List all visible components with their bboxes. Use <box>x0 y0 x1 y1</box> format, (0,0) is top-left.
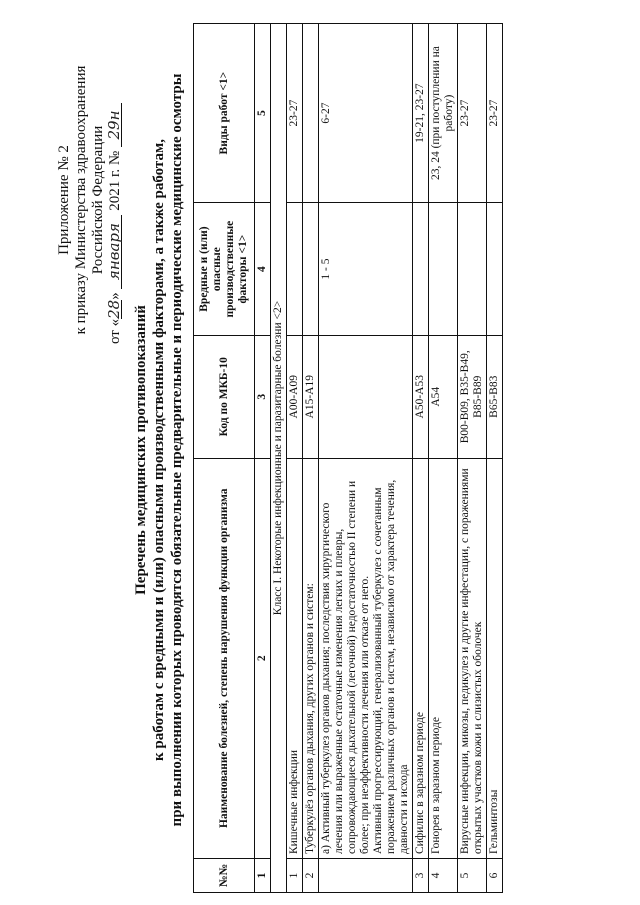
header-factors: Вредные и (или) опасные производственные факторы <1> <box>194 203 255 336</box>
table-row <box>429 24 458 893</box>
class-title: Класс I. Некоторые инфекционные и паразитарные болезни <2> <box>271 24 287 893</box>
header-code: Код по МКБ-10 <box>194 336 255 459</box>
appendix-header <box>56 40 124 360</box>
table-row <box>287 24 303 893</box>
row-name: Сифилис в заразном периоде <box>413 458 429 859</box>
date-mid: » <box>107 292 123 300</box>
row-works: 6-27 <box>319 24 413 203</box>
row-code: B65-B83 <box>487 336 503 459</box>
row-works: 23-27 <box>287 24 303 203</box>
table-row <box>487 24 503 893</box>
row-name: Гельминтозы <box>487 458 503 859</box>
row-works: 19-21, 23-27 <box>413 24 429 203</box>
row-factors <box>303 203 319 336</box>
row-name: Вирусные инфекции, микозы, педикулез и другие инфестации, с поражениями открытых участков кожи и слизистых оболочек <box>458 458 487 859</box>
title-line-3: при выполнении которых проводятся обязательные предварительные и периодические медицинские осмотры <box>169 73 185 827</box>
date-prefix: от « <box>107 318 123 344</box>
row-factors <box>287 203 303 336</box>
table-row <box>303 24 319 893</box>
row-name: Кишечные инфекции <box>287 458 303 859</box>
row-num: 4 <box>429 859 458 893</box>
table-row <box>319 24 413 893</box>
date-year: 2021 г. № <box>107 150 123 211</box>
row-works: 23-27 <box>487 24 503 203</box>
row-num <box>319 859 413 893</box>
order-number: 29н <box>107 103 122 147</box>
col-number: 2 <box>255 458 271 859</box>
row-factors <box>458 203 487 336</box>
title-line-2: к работам с вредными и (или) опасными производственными факторами, а также работам, <box>151 139 167 761</box>
row-name: Туберкулёз органов дыхания, других органов и систем: <box>303 458 319 859</box>
order-country: Российской Федерации <box>90 125 106 275</box>
row-code: A50-A53 <box>413 336 429 459</box>
col-number: 4 <box>255 203 271 336</box>
col-number: 3 <box>255 336 271 459</box>
row-name: а) Активный туберкулез органов дыхания; последствия хирургического лечения или выраженные остаточные изменения легких и плевры, сопровождающиеся дыхательной (легочной) недостаточностью II степени и более; при неэффективности лечения или отказе от него. Активный прогрессирующий, генерализованный туберкулез с сочетанным поражением различных органов и систем, независимо от характера течения, давности и исхода <box>319 458 413 859</box>
col-number: 1 <box>255 859 271 893</box>
row-num: 5 <box>458 859 487 893</box>
document-title <box>132 35 186 865</box>
row-code: B00-B09, B35-B49, B85-B89 <box>458 336 487 459</box>
row-code: A15-A19 <box>303 336 319 459</box>
order-date-line <box>107 40 124 360</box>
row-name: Гонорея в заразном периоде <box>429 458 458 859</box>
header-works: Виды работ <1> <box>194 24 255 203</box>
row-num: 2 <box>303 859 319 893</box>
row-factors <box>487 203 503 336</box>
row-factors <box>429 203 458 336</box>
row-code: A00-A09 <box>287 336 303 459</box>
row-works: 23, 24 (при поступлении на работу) <box>429 24 458 203</box>
table-row <box>413 24 429 893</box>
row-num: 3 <box>413 859 429 893</box>
row-works: 23-27 <box>458 24 487 203</box>
row-code <box>319 336 413 459</box>
table-header-row <box>194 24 255 893</box>
header-num: №№ <box>194 859 255 893</box>
contraindications-table <box>193 23 503 893</box>
table-row <box>458 24 487 893</box>
row-factors <box>413 203 429 336</box>
row-num: 6 <box>487 859 503 893</box>
row-works <box>303 24 319 203</box>
col-number: 5 <box>255 24 271 203</box>
title-line-1: Перечень медицинских противопоказаний <box>133 305 149 595</box>
date-day: 28 <box>105 299 123 319</box>
date-month: января <box>107 215 122 289</box>
column-numbers-row <box>255 24 271 893</box>
row-factors: 1 - 5 <box>319 203 413 336</box>
header-name: Наименование болезней, степень нарушения функции организма <box>194 458 255 859</box>
row-code: A54 <box>429 336 458 459</box>
appendix-number: Приложение № 2 <box>56 145 72 255</box>
row-num: 1 <box>287 859 303 893</box>
order-ministry: к приказу Министерства здравоохранения <box>73 65 89 335</box>
class-title-row <box>271 24 287 893</box>
